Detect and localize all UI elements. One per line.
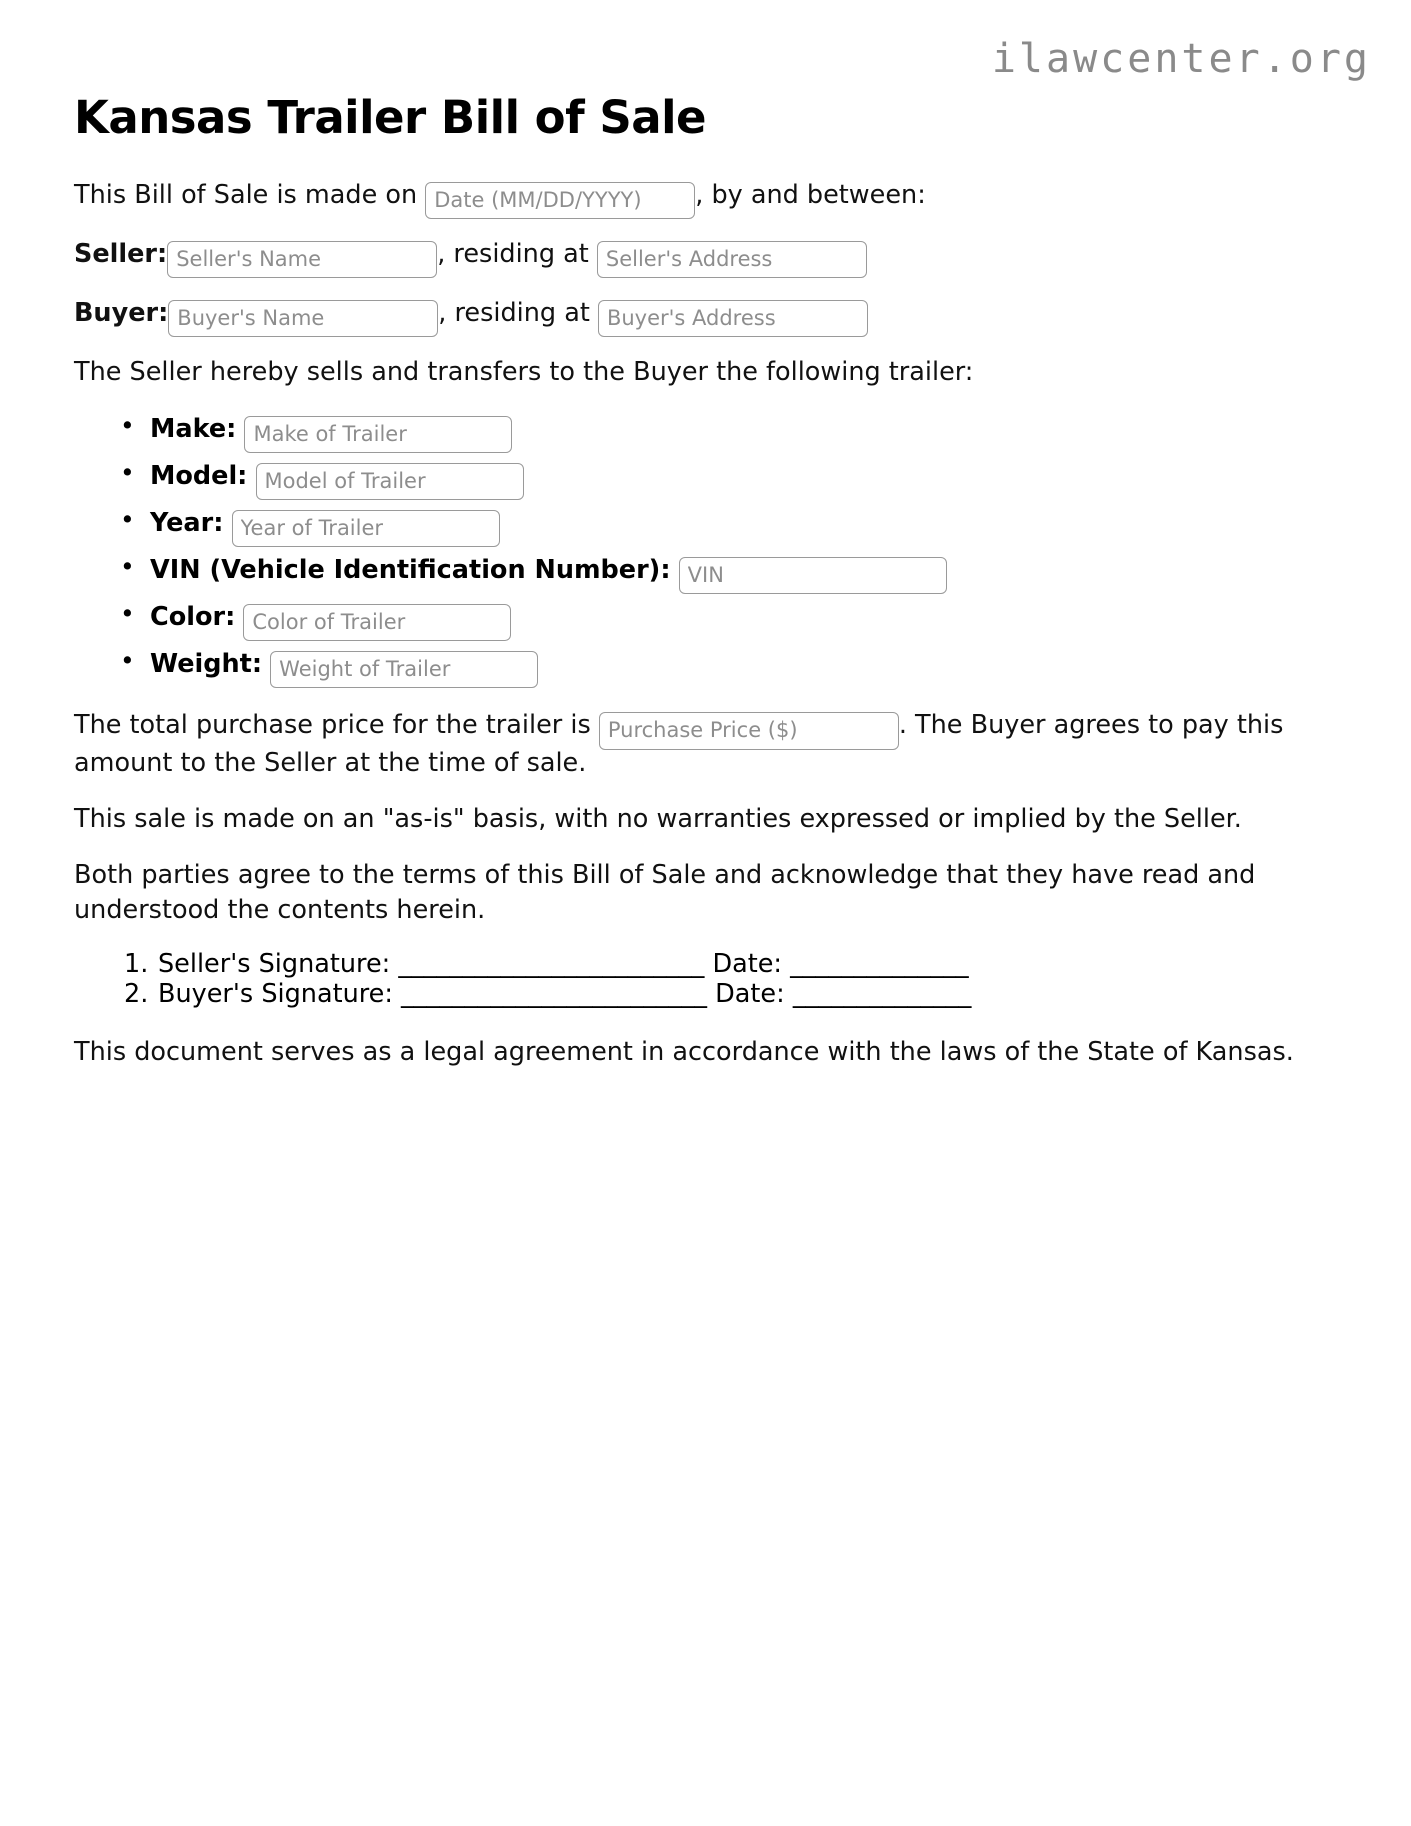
color-label: Color: (150, 602, 236, 633)
buyer-name-input[interactable] (168, 300, 438, 337)
transfer-paragraph: The Seller hereby sells and transfers to the Buyer the following trailer: (74, 357, 974, 388)
closing-paragraph: This document serves as a legal agreement in accordance with the laws of the State of Kansas. (74, 1037, 1294, 1068)
price-after-text: . The Buyer agrees to pay this amount to the Seller at the time of sale. (74, 710, 1284, 778)
seller-signature-line[interactable]: ________________________ (398, 949, 705, 980)
purchase-price-paragraph (74, 708, 1336, 780)
seller-address-input[interactable] (597, 241, 867, 278)
buyer-signature-line[interactable]: ________________________ (401, 979, 708, 1010)
buyer-row (74, 296, 1336, 333)
seller-name-input[interactable] (167, 241, 437, 278)
buyer-date-label: Date: (715, 979, 785, 1010)
buyer-residing-text: , residing at (438, 298, 598, 329)
seller-residing-text: , residing at (437, 238, 597, 269)
trailer-details-list (74, 412, 1336, 685)
site-watermark: ilawcenter.org (991, 36, 1371, 82)
intro-after-date-text: , by and between: (695, 179, 926, 210)
purchase-price-input[interactable] (599, 712, 899, 749)
agreement-paragraph: Both parties agree to the terms of this Bill of Sale and acknowledge that they have read and understood the contents herein. (74, 860, 1256, 925)
vin-label: VIN (Vehicle Identification Number): (150, 555, 671, 586)
year-label: Year: (150, 507, 224, 538)
weight-input[interactable] (270, 651, 538, 688)
list-item-seller-signature (116, 949, 1336, 979)
model-label: Model: (150, 460, 248, 491)
seller-row (74, 237, 1336, 274)
list-item-buyer-signature (116, 979, 1336, 1009)
seller-date-line[interactable]: ______________ (790, 949, 969, 980)
list-item-color (116, 600, 1336, 637)
page-title: Kansas Trailer Bill of Sale (74, 91, 707, 144)
buyer-signature-label: Buyer's Signature: (158, 979, 393, 1010)
list-item-weight (116, 647, 1336, 684)
list-item-make (116, 412, 1336, 449)
as-is-paragraph: This sale is made on an "as-is" basis, with no warranties expressed or implied by the Seller. (74, 804, 1242, 834)
buyer-label: Buyer: (74, 298, 169, 329)
color-input[interactable] (243, 604, 511, 641)
intro-before-date-text: This Bill of Sale is made on (74, 179, 426, 210)
date-input[interactable] (425, 182, 695, 219)
list-item-year (116, 506, 1336, 543)
weight-label: Weight: (150, 649, 263, 680)
seller-label: Seller: (74, 238, 168, 269)
model-input[interactable] (256, 463, 524, 500)
make-input[interactable] (244, 416, 512, 453)
buyer-address-input[interactable] (598, 300, 868, 337)
seller-date-label: Date: (712, 949, 782, 980)
buyer-date-line[interactable]: ______________ (792, 979, 972, 1010)
seller-signature-label: Seller's Signature: (158, 949, 391, 980)
price-before-text: The total purchase price for the trailer is (74, 710, 599, 741)
year-input[interactable] (232, 510, 500, 547)
signature-list (74, 949, 1336, 1009)
list-item-vin (116, 553, 1336, 590)
list-item-model (116, 459, 1336, 496)
vin-input[interactable] (679, 557, 947, 594)
document-content (74, 92, 1336, 1092)
make-label: Make: (150, 413, 237, 444)
intro-paragraph (74, 178, 1336, 215)
